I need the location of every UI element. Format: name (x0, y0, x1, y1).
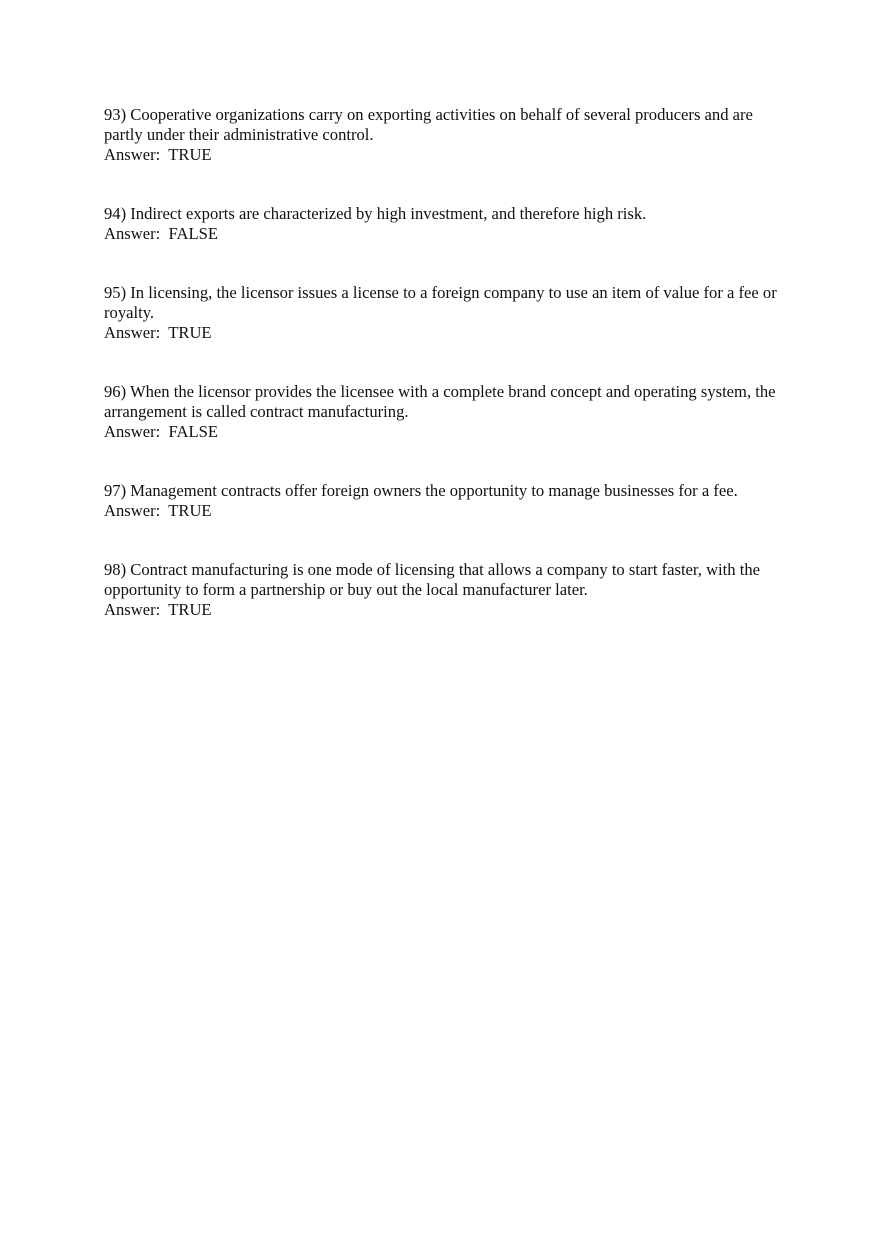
answer-label: Answer: (104, 224, 161, 243)
answer-value: TRUE (168, 145, 212, 164)
answer-value: TRUE (168, 323, 212, 342)
question-item (104, 105, 794, 165)
answer-line (104, 224, 794, 244)
answer-label: Answer: (104, 501, 161, 520)
answer-line (104, 501, 794, 521)
question-item (104, 382, 794, 442)
question-item (104, 204, 794, 244)
question-text: 93) Cooperative organizations carry on exporting activities on behalf of several producers and are partly under their administrative control. (104, 105, 753, 144)
answer-label: Answer: (104, 145, 161, 164)
answer-label: Answer: (104, 422, 161, 441)
answer-value: TRUE (168, 600, 212, 619)
answer-label: Answer: (104, 323, 161, 342)
question-list (104, 105, 794, 659)
question-text: 98) Contract manufacturing is one mode of licensing that allows a company to start faster, with the opportunity to form a partnership or buy out the local manufacturer later. (104, 560, 760, 599)
question-item (104, 560, 794, 620)
answer-label: Answer: (104, 600, 161, 619)
question-item (104, 481, 794, 521)
question-text: 97) Management contracts offer foreign owners the opportunity to manage businesses for a fee. (104, 481, 738, 500)
answer-line (104, 145, 794, 165)
question-item (104, 283, 794, 343)
answer-line (104, 600, 794, 620)
question-text: 94) Indirect exports are characterized by high investment, and therefore high risk. (104, 204, 647, 223)
answer-value: TRUE (168, 501, 212, 520)
question-text: 96) When the licensor provides the licensee with a complete brand concept and operating system, the arrangement is called contract manufacturing. (104, 382, 776, 421)
answer-line (104, 323, 794, 343)
answer-value: FALSE (168, 224, 219, 243)
question-text: 95) In licensing, the licensor issues a license to a foreign company to use an item of value for a fee or royalty. (104, 283, 777, 322)
answer-value: FALSE (168, 422, 219, 441)
answer-line (104, 422, 794, 442)
